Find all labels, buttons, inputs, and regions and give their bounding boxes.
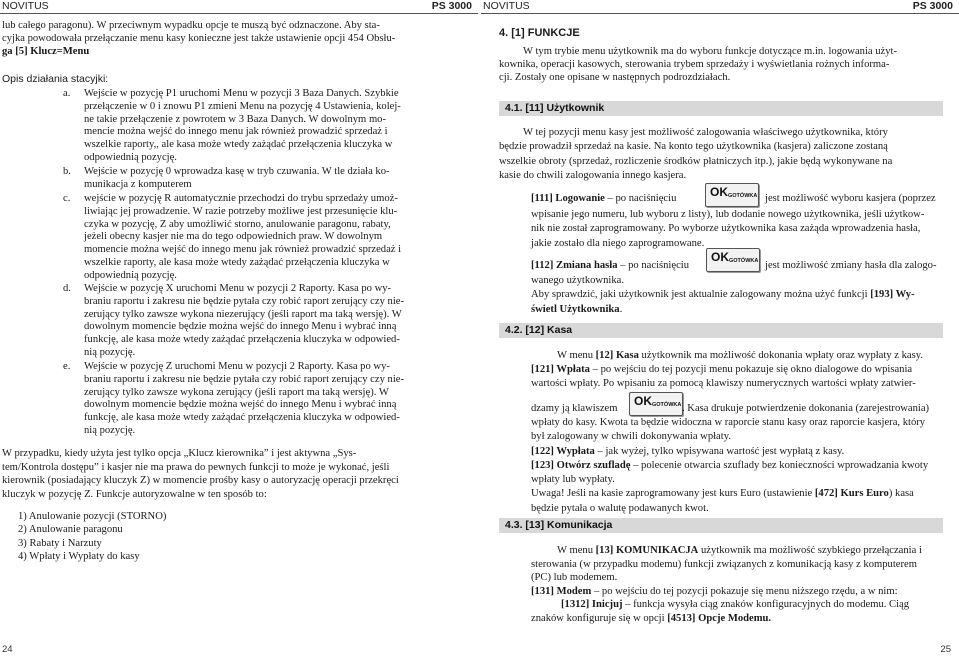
ok-key-label: OK (634, 394, 652, 408)
text-fragment: – polecenie otwarcia szuflady bez konieczności wprowadzania kwoty (630, 459, 929, 471)
text-line: wartości wpłaty. Po wpisaniu za pomocą klawiszy numerycznych wartości wpłaty zatwier- (531, 378, 916, 390)
logowanie-label: [111] Logowanie (531, 193, 605, 204)
text-line: jakie zostało dla niego zaprogramowane. (531, 237, 705, 249)
text-line: dowolnym momencie będzie można wejść do innego Menu i wybrać inną (84, 399, 397, 411)
text-line: będzie pytała o walutę podawanych kwot. (531, 502, 709, 514)
text-line: funkcję, ale kasa może wtedy zażądać przełączenia kluczyka w odpowied- (84, 412, 400, 424)
text-line: W przypadku, kiedy użyta jest tylko opcja „Klucz kierownika” i jest aktywna „Sys- (2, 448, 357, 459)
zmiana-line (531, 260, 689, 273)
text-fragment: użytkownik ma możliwość dokonania wpłaty oraz wypłaty z kasy. (638, 350, 924, 361)
text-fragment: Uwaga! Jeśli na kasie zaprogramowany jest kurs Euro (ustawienie (531, 488, 815, 500)
text-line: był zalogowany w chwili dokonywania wpłaty. (531, 431, 731, 443)
text-line: wpłaty do kasy. Kwota ta będzie widoczna w raporcie stanu kasy oraz raporcie kasjera, który (531, 417, 926, 428)
kasa-text-continued (531, 416, 928, 516)
header-model: PS 3000 (912, 0, 953, 12)
text-line: wpłaty lub wypłaty. (531, 474, 615, 486)
bold-fragment: [123] Otwórz szufladę (531, 459, 631, 471)
text-fragment: – funkcja wysyła ciąg znaków konfiguracyjnych do modemu. Ciąg (622, 599, 910, 611)
text-line (531, 363, 923, 377)
list-item: 4) Wpłaty i Wypłaty do kasy (18, 550, 140, 562)
text-line: Wejście w pozycję P1 uruchomi Menu w pozycji 3 Baza Danych. Szybkie (84, 88, 399, 99)
text-line: zerujący tylko zawsze wykona niezerujący (jeśli raport ma taką wersję). W (84, 308, 402, 320)
chapter-intro (499, 46, 897, 84)
text-line (531, 303, 915, 317)
text-fragment: ) kasa (888, 488, 914, 500)
section-header: 4.1. [11] Użytkownik (499, 101, 943, 116)
text-line: wejście w pozycję R automatycznie przechodzi do trybu sprzedaży umoż- (84, 193, 398, 204)
item-marker: d. (63, 283, 71, 294)
text-line: tem/Kontrola dostępu” i kasjer nie ma prawa do pewnych funkcji to może je wykonać, jeśli (2, 461, 390, 473)
text-line: kasie do chwili zalogowania innego kasjera. (499, 169, 687, 181)
logowanie-line-end: jest możliwość wyboru kasjera (poprzez (765, 193, 936, 204)
text-line: cji. Zostały one opisane w następnych podrozdziałach. (499, 71, 731, 83)
text-line: cyjka powodowała przełączanie menu kasy konieczne jest także ustawienie opcji 454 Obsłu- (2, 32, 396, 44)
text-fragment: – po naciśnięciu (604, 193, 677, 204)
section-header: 4.2. [12] Kasa (499, 323, 943, 338)
text-line: zerujący tylko zawsze wykona zerujący (jeśli raport ma taką wersję). W (84, 386, 389, 398)
text-line: wszelkie raporty,, ale kasa może wtedy zażądać przełączenia kluczyka w (84, 139, 393, 151)
list-item: 1) Anulowanie pozycji (STORNO) (18, 511, 167, 522)
text-fragment: W menu (557, 350, 596, 361)
header-brand: NOVITUS (483, 0, 530, 12)
item-b-text (84, 166, 390, 192)
item-marker: c. (63, 193, 71, 204)
gotowka-key-label: GOTÓWKA (652, 402, 682, 408)
text-line (531, 459, 928, 473)
text-line: nią pozycję. (84, 424, 136, 436)
text-line: dowolnym momencie będzie można wejść do innego Menu i wybrać inną (84, 321, 397, 333)
text-fragment: Aby sprawdzić, jaki użytkownik jest aktualnie zalogowany można użyć funkcji (531, 289, 868, 301)
chapter-heading: 4. [1] FUNKCJE (499, 27, 580, 39)
text-line: Wejście w pozycję Z uruchomi Menu w pozycji 2 Raporty. Kasa po wy- (84, 361, 390, 372)
text-line: W tym trybie menu użytkownik ma do wyboru funkcje dotyczące m.in. logowania użyt- (523, 46, 898, 57)
text-line (531, 487, 928, 501)
text-line: jeżeli obecny kasjer nie ma do tego odpowiednich praw. W dowolnym (84, 231, 383, 243)
gotowka-key-label: GOTÓWKA (729, 258, 759, 264)
ok-gotowka-key (706, 248, 760, 272)
intro-paragraph (2, 20, 395, 58)
text-fragment: – po wejściu do tej pozycji menu pokazuje się okno dialogowe do wpisania (589, 364, 913, 376)
ok-gotowka-key (629, 392, 683, 416)
text-line: lub całego paragonu). W przeciwnym wypadku opcje te muszą być odznaczone. Aby sta- (2, 20, 380, 31)
text-line: przełączenie w 0 i znowu P1 zmieni Menu na pozycję 4 Ustawienia, kolej- (84, 100, 401, 112)
text-line: czyka w pozycję, Z aby umożliwić storno, anulowanie paragonu, rabaty, (84, 218, 391, 230)
text-line (531, 612, 922, 626)
text-line: ne takie przełączenie z powrotem w 3 Baza Danych. W dowolnym mo- (84, 113, 387, 125)
text-line: funkcję, ale kasa może wtedy zażądać przełączenia kluczyka w odpowied- (84, 334, 400, 346)
page-number: 25 (940, 644, 951, 655)
list-item: 3) Rabaty i Narzuty (18, 537, 102, 549)
text-fragment: . (619, 303, 623, 315)
text-line: mencie można wejść do innego menu jak również prowadzić sprzedaż i (84, 126, 388, 138)
ok-key-label: OK (710, 185, 728, 199)
bold-fragment: [4513] Opcje Modemu. (667, 612, 772, 624)
header-model: PS 3000 (431, 0, 472, 12)
text-line: będzie prowadził sprzedaż na kasie. Na konto tego użytkownika (kasjera) zaliczone zostaną (499, 141, 888, 153)
text-fragment: – jak wyżej, tylko wpisywana wartość jest wypłatą z kasy. (594, 445, 845, 457)
text-line (531, 288, 915, 302)
bold-fragment: [12] Kasa (595, 350, 639, 361)
text-line: kierownik (posiadający kluczyk Z) w momencie prośby kasy o autoryzację operacji przekręci (2, 475, 399, 487)
header-rule (0, 13, 478, 14)
bold-fragment: [121] Wpłata (531, 364, 590, 376)
text-line (531, 585, 922, 599)
text-line: braniu raportu i zakresu nie będzie pytała czy robić raport zerujący czy nie- (84, 373, 405, 385)
text-line: nią pozycję. (84, 346, 136, 358)
text-fragment: użytkownik ma możliwość szybkiego przełączania i (698, 545, 922, 556)
ok-key-label: OK (711, 250, 729, 264)
page-number: 24 (2, 644, 13, 655)
text-line: wpisanie jego numeru, lub wyboru z listy), lub dodanie nowego użytkownika, jeśli użytkow- (531, 209, 925, 220)
zmiana-text (531, 274, 915, 317)
kasa-text (531, 349, 923, 392)
text-line: W tej pozycji menu kasy jest możliwość zalogowania właściwego użytkownika, który (523, 127, 888, 138)
kasa-key-line: dzamy ją klawiszem (531, 403, 618, 414)
klucz-paragraph (2, 447, 399, 501)
uzytkownik-text (499, 126, 892, 183)
header-brand: NOVITUS (2, 0, 49, 12)
text-line: wszelkie obroty (sprzedaż, rozliczenie środków płatniczych itp.), jakie będą wykonywane na (499, 155, 893, 167)
text-line (531, 544, 922, 558)
item-a-text (84, 88, 401, 165)
text-line: odpowiednią pozycję. (84, 269, 177, 281)
bold-fragment: świetl Użytkownika (531, 303, 620, 315)
text-fragment: W menu (557, 545, 596, 556)
bold-fragment: [193] Wy- (870, 289, 915, 301)
text-fragment: – po naciśnięciu (617, 260, 690, 271)
logowanie-text (531, 208, 924, 251)
opis-heading: Opis działania stacyjki: (2, 73, 109, 85)
text-line (531, 349, 923, 363)
gotowka-key-label: GOTÓWKA (728, 193, 758, 199)
logowanie-line (531, 193, 676, 206)
item-marker: e. (63, 361, 71, 372)
bold-fragment: [131] Modem (531, 585, 592, 597)
text-line: braniu raportu i zakresu nie będzie pytała czy robić raport zerujący czy nie- (84, 295, 405, 307)
left-page (0, 0, 478, 658)
zmiana-line-end: jest możliwość zmiany hasła dla zalogo- (765, 260, 937, 271)
header-rule (481, 13, 959, 14)
text-line: Wejście w pozycję 0 wprowadza kasę w tryb czuwania. W tle działa ko- (84, 166, 390, 177)
text-line: ga [5] Klucz=Menu (2, 45, 90, 57)
text-line: kluczyk w pozycję Z. Funkcje autoryzowalne w ten sposób to: (2, 488, 267, 500)
text-fragment: – po wejściu do tej pozycji pokazuje się menu niższego rzędu, a w nim: (591, 585, 898, 597)
section-header: 4.3. [13] Komunikacja (499, 518, 943, 533)
text-line: odpowiednią pozycję. (84, 151, 177, 163)
bold-fragment: [122] Wypłata (531, 445, 595, 457)
left-page-header (0, 0, 478, 13)
text-fragment: znaków konfiguruje się w opcji (531, 612, 668, 624)
bold-fragment: [13] KOMUNIKACJA (595, 545, 699, 556)
text-line: momencie można wejść do innego menu jak również prowadzić sprzedaż i (84, 244, 402, 256)
zmiana-label: [112] Zmiana hasła (531, 260, 618, 271)
text-line: (PC) lub modemem. (531, 572, 618, 584)
text-line: Wejście w pozycję X uruchomi Menu w pozycji 2 Raporty. Kasa po wy- (84, 283, 392, 294)
authorized-functions-list (18, 510, 166, 563)
item-marker: b. (63, 166, 71, 177)
item-c-text (84, 193, 401, 283)
right-page-header (481, 0, 959, 13)
item-e-text (84, 361, 404, 438)
bold-fragment: [1312] Inicjuj (561, 599, 623, 611)
komunikacja-text (531, 544, 922, 626)
text-line: nik nie został zaprogramowany. Po wyborze użytkownika kasa zażąda wprowadzenia hasła, (531, 223, 921, 235)
text-line: kownika, operacji kasowych, sterowania trybem sprzedaży i wyświetlania rożnych informa- (499, 58, 890, 70)
ok-gotowka-key (705, 183, 759, 207)
item-d-text (84, 283, 404, 360)
text-line: munikacja z komputerem (84, 178, 192, 190)
text-line: wszelkie raporty, ale kasa może wtedy zażądać przełączenia kluczyka w (84, 256, 390, 268)
text-line (531, 445, 928, 459)
text-line: wanego użytkownika. (531, 275, 624, 286)
item-marker: a. (63, 88, 71, 99)
text-line: liwiając jej prowadzenie. W razie potrzeby możliwe jest przesunięcie klu- (84, 205, 398, 217)
text-line (531, 598, 922, 612)
list-item: 2) Anulowanie paragonu (18, 524, 123, 536)
right-page (481, 0, 959, 658)
text-line: sterowania (w przypadku modemu) funkcji związanych z komunikacją kasy z komputerem (531, 558, 917, 570)
kasa-key-line-end: . Kasa drukuje potwierdzenie dokonania (zarejestrowania) (682, 403, 930, 414)
bold-fragment: [472] Kurs Euro (814, 488, 889, 500)
